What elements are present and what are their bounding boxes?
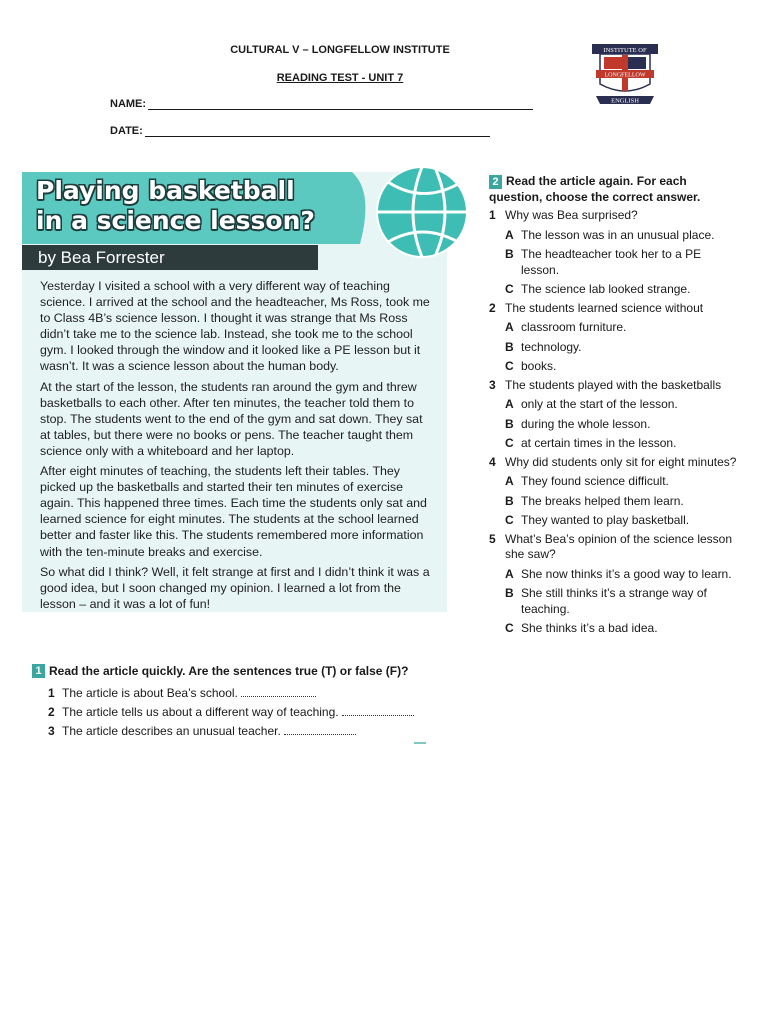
answer-option[interactable] [489,282,739,298]
option-letter: B [505,339,514,354]
decorative-mark [414,742,426,744]
article-paragraph: After eight minutes of teaching, the students left their tables. They picked up the basketballs and started their ten minutes of exercise again. This happened three times. Each time the students only sat and learned science for eight minutes. The students at the school learned better and faster like this. The students remembered more information with the ten-minute breaks and exercise. [40,464,427,559]
question-number: 5 [489,531,496,546]
item-text: The article tells us about a different way of teaching. [62,705,339,719]
article-paragraph: Yesterday I visited a school with a very different way of teaching science. I arrived at the school and the headteacher, Ms Ross, took me to Class 4B’s science lesson. I thought it was strange that Ms Ross didn’t take me to the science lab. Instead, she took me to the school gym. I looked through the window and it looked like a PE lesson but it wasn’t. It was a science lesson about the human body. [40,279,430,374]
option-text: She thinks it’s a bad idea. [521,621,658,635]
option-letter: B [505,493,514,508]
option-text: classroom furniture. [521,320,627,334]
question [489,455,739,471]
list-item [48,703,452,722]
answer-blank[interactable] [342,705,414,716]
question [489,532,739,563]
option-letter: B [505,247,514,261]
name-line [148,99,533,110]
list-item [48,722,452,741]
item-text: The article describes an unusual teacher. [62,724,281,738]
option-letter: B [505,586,514,600]
exercise-1-number: 1 [32,664,45,678]
article-paragraph: So what did I think? Well, it felt strange at first and I didn’t think it was a good idea, but I soon changed my opinion. I learned a lot from the lesson – and it was a lot of fun! [40,564,430,611]
exercise-2-number: 2 [489,175,502,189]
article-title-line2: in a science lesson? [36,206,315,235]
logo-top-text: INSTITUTE OF [603,47,647,54]
option-text: They found science difficult. [521,474,669,488]
answer-option[interactable] [489,621,739,637]
option-letter: C [505,513,514,527]
article-paragraph: At the start of the lesson, the students ran around the gym and threw basketballs to each other. After ten minutes, the teacher told them to stop. The students went to the end of the gym and sat down. They sat at tables, but there were no books or pens. The teacher taught them science only with a whiteboard and her laptop. [40,379,423,458]
item-text: The article is about Bea’s school. [62,686,238,700]
question-number: 1 [489,208,496,222]
test-title: READING TEST - UNIT 7 [276,72,404,84]
article-title [36,176,315,236]
answer-option[interactable] [489,494,739,510]
question [489,301,739,317]
option-letter: C [505,282,514,296]
date-field[interactable] [110,125,490,137]
answer-option[interactable] [489,436,739,452]
question-text: The students learned science without [505,300,704,315]
answer-option[interactable] [489,513,739,529]
option-letter: A [505,320,514,334]
answer-option[interactable] [489,567,739,583]
school-name: CULTURAL V – LONGFELLOW INSTITUTE [230,44,450,56]
option-letter: C [505,436,514,450]
option-text: The headteacher took her to a PE lesson. [521,247,702,277]
date-label: DATE: [110,125,143,137]
item-number: 3 [48,724,55,738]
option-text: at certain times in the lesson. [521,436,677,450]
logo-quarter-blue [628,57,646,69]
option-letter: A [505,397,514,411]
option-letter: A [505,227,514,242]
institute-logo [590,42,660,110]
option-text: They wanted to play basketball. [521,513,690,527]
question-number: 2 [489,300,496,315]
option-letter: A [505,566,514,581]
item-number: 2 [48,705,55,719]
date-line [145,126,490,137]
question-text: What’s Bea’s opinion of the science lesson she saw? [505,531,733,561]
article-title-line1: Playing basketball [36,176,295,205]
article-body [40,278,436,616]
answer-option[interactable] [489,474,739,490]
option-letter: C [505,621,514,635]
item-number: 1 [48,686,55,700]
question-number: 4 [489,454,496,469]
option-text: The science lab looked strange. [521,282,691,296]
answer-option[interactable] [489,247,739,278]
logo-middle-text: LONGFELLOW [604,72,646,79]
logo-quarter-red [604,57,622,69]
option-text: technology. [521,339,582,354]
answer-option[interactable] [489,417,739,433]
answer-blank[interactable] [241,686,316,697]
option-letter: B [505,416,514,431]
option-letter: A [505,474,514,488]
answer-option[interactable] [489,586,739,617]
question [489,208,739,224]
name-label: NAME: [110,98,147,110]
option-text: The breaks helped them learn. [521,493,684,508]
answer-option[interactable] [489,228,739,244]
answer-blank[interactable] [284,724,356,735]
option-text: She still thinks it’s a strange way of teaching. [521,586,707,616]
exercise-2 [489,174,739,637]
option-text: The lesson was in an unusual place. [521,227,715,242]
option-text: only at the start of the lesson. [521,397,678,411]
basketball-icon [374,164,470,260]
exercise-1 [32,662,452,741]
answer-option[interactable] [489,320,739,336]
question [489,378,739,394]
question-text: The students played with the basketballs [505,377,722,392]
answer-option[interactable] [489,359,739,375]
question-text: Why was Bea surprised? [505,208,638,222]
exercise-2-instruction: Read the article again. For each question, choose the correct answer. [489,174,701,204]
answer-option[interactable] [489,340,739,356]
option-text: during the whole lesson. [521,416,651,431]
option-text: books. [521,359,557,373]
exercise-1-instruction: Read the article quickly. Are the sentences true (T) or false (F)? [49,664,409,678]
answer-option[interactable] [489,397,739,413]
name-field[interactable] [110,98,533,110]
list-item [48,684,452,703]
question-number: 3 [489,377,496,392]
article-byline: by Bea Forrester [38,248,165,267]
question-text: Why did students only sit for eight minutes? [505,454,737,469]
logo-bottom-text: ENGLISH [611,97,639,105]
option-letter: C [505,359,514,373]
option-text: She now thinks it’s a good way to learn. [521,566,732,581]
